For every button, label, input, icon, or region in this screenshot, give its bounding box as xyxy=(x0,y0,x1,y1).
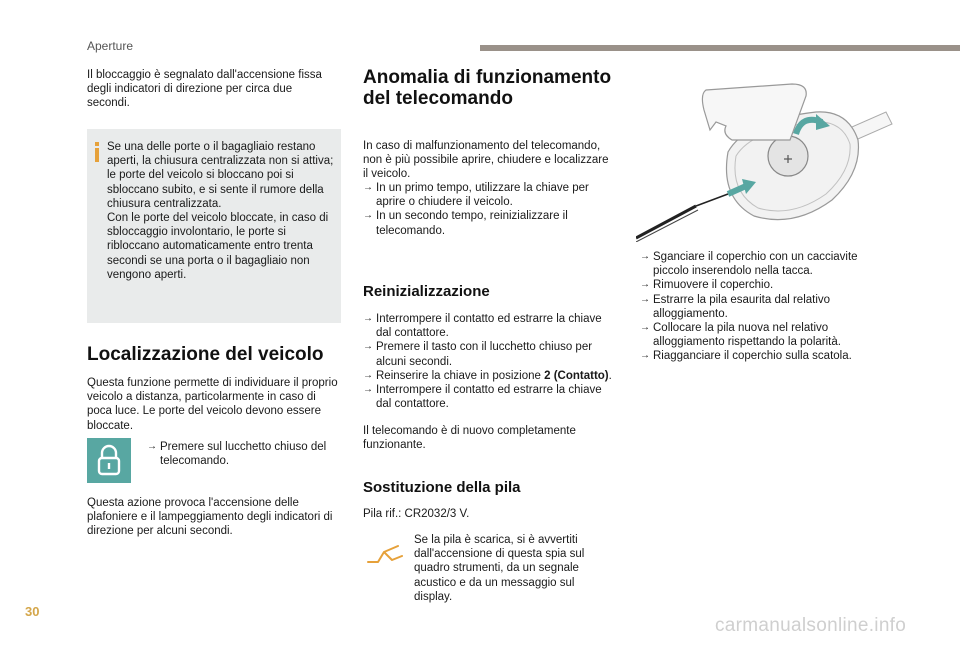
reinit-title: Reinizializzazione xyxy=(363,283,490,300)
watermark: carmanualsonline.info xyxy=(715,615,907,636)
battery-warning-text: Se la pila è scarica, si è avvertiti dall'accensione di questa spia sul quadro strumenti, da un segnale acustico e da un messaggio sul display. xyxy=(414,534,585,603)
list-item: → Collocare la pila nuova nel relativo alloggiamento rispettando la polarità. xyxy=(640,321,880,349)
anomaly-text: In caso di malfunzionamento del telecomando, non è più possibile aprire, chiudere e localizzare il veicolo. xyxy=(363,140,609,181)
page-number: 30 xyxy=(25,604,40,619)
list-item: → In un primo tempo, utilizzare la chiave per aprire o chiudere il veicolo. xyxy=(363,181,613,209)
reinit-after: Il telecomando è di nuovo completamente funzionante. xyxy=(363,425,576,452)
battery-ref: Pila rif.: CR2032/3 V. xyxy=(363,508,470,520)
localization-steps xyxy=(147,440,342,468)
list-item: → Rimuovere il coperchio. xyxy=(640,278,880,292)
list-item: → Premere sul lucchetto chiuso del telecomando. xyxy=(147,440,342,468)
battery-title: Sostituzione della pila xyxy=(363,479,521,496)
anomaly-title: Anomalia di funzionamento del telecomando xyxy=(363,67,612,109)
info-text-1: Se una delle porte o il bagagliaio restano aperti, la chiusura centralizzata non si attiva; le porte del veicolo si bloccano poi si sbloccano subito, e si sente il rumore della chiusura centralizzata. xyxy=(107,141,334,210)
section-title: Aperture xyxy=(87,39,134,53)
header-bar xyxy=(480,45,960,51)
localization-title: Localizzazione del veicolo xyxy=(87,344,324,365)
battery-steps xyxy=(640,250,880,364)
battery-warning-icon xyxy=(366,540,406,570)
localization-after: Questa azione provoca l'accensione delle plafoniere e il lampeggiamento degli indicatori di direzione per alcuni secondi. xyxy=(87,497,333,538)
info-icon xyxy=(92,142,102,162)
list-item: → Sganciare il coperchio con un cacciavite piccolo inserendolo nella tacca. xyxy=(640,250,880,278)
reinit-steps xyxy=(363,312,613,411)
anomaly-steps xyxy=(363,181,613,238)
list-item: → Estrarre la pila esaurita dal relativo alloggiamento. xyxy=(640,293,880,321)
list-item: → Interrompere il contatto ed estrarre la chiave dal contattore. xyxy=(363,383,613,411)
key-fob-illustration xyxy=(636,82,894,242)
localization-text: Questa funzione permette di individuare il proprio veicolo a distanza, particolarmente in caso di poca luce. Le porte del veicolo devono essere bloccate. xyxy=(87,377,338,432)
list-item: → Premere il tasto con il lucchetto chiuso per alcuni secondi. xyxy=(363,340,613,368)
list-item: → Reinserire la chiave in posizione 2 (Contatto). xyxy=(363,369,613,383)
info-text-2: Con le porte del veicolo bloccate, in caso di sbloccaggio involontario, le porte si ribloccano automaticamente entro trenta secondi se una porta o il bagagliaio non vengono aperti. xyxy=(107,212,329,281)
list-item: → Riagganciare il coperchio sulla scatola. xyxy=(640,349,880,363)
intro-paragraph: Il bloccaggio è segnalato dall'accensione fissa degli indicatori di direzione per circa due secondi. xyxy=(87,69,322,110)
padlock-closed-icon xyxy=(87,438,131,483)
list-item: → Interrompere il contatto ed estrarre la chiave dal contattore. xyxy=(363,312,613,340)
list-item: → In un secondo tempo, reinizializzare il telecomando. xyxy=(363,209,613,237)
